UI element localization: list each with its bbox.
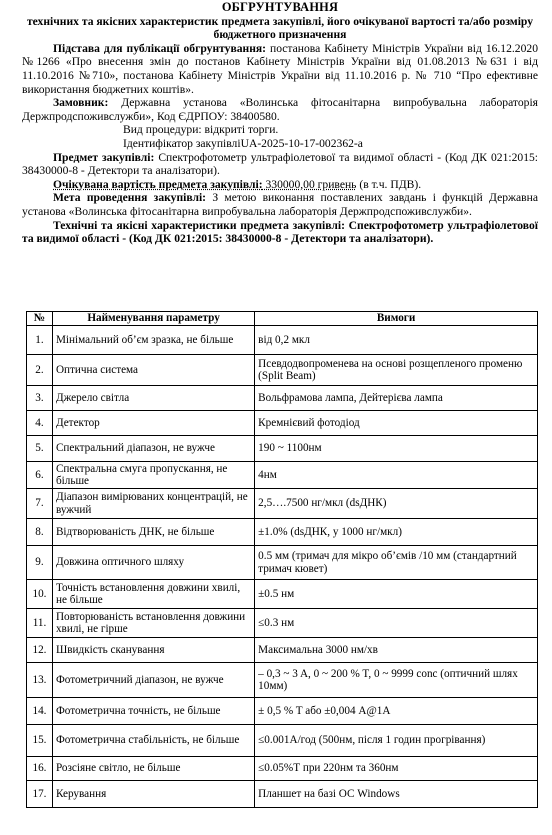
header-parameter: Найменування параметру bbox=[52, 312, 254, 326]
header-requirements: Вимоги bbox=[255, 312, 538, 326]
row-parameter: Спектральна смуга пропускання, не більше bbox=[52, 462, 254, 489]
row-number: 4. bbox=[27, 411, 53, 436]
goal-text: З метою виконання поставлених завдань і функцій Державна установа «Волинська фітосанітарна випробувальна лабораторія Держпродспоживслужби». bbox=[22, 191, 538, 218]
document-title: ОБГРУНТУВАННЯ bbox=[221, 0, 339, 14]
row-parameter: Фотометричний діапазон, не вужче bbox=[52, 663, 254, 698]
row-number: 3. bbox=[27, 386, 53, 411]
cost-tail: (в т.ч. ПДВ). bbox=[356, 177, 422, 191]
row-number: 14. bbox=[27, 698, 53, 725]
table-row bbox=[27, 781, 538, 808]
row-requirement: 0.5 мм (тримач для мікро об’ємів /10 мм (стандартний тримач кювет) bbox=[255, 546, 538, 580]
row-number: 1. bbox=[27, 326, 53, 355]
table-row bbox=[27, 580, 538, 609]
row-number: 11. bbox=[27, 609, 53, 638]
row-number: 16. bbox=[27, 757, 53, 781]
table-row bbox=[27, 386, 538, 411]
goal-paragraph bbox=[22, 191, 538, 218]
row-parameter: Оптична система bbox=[52, 355, 254, 386]
document-body bbox=[22, 0, 538, 246]
row-parameter: Діапазон вимірюваних концентрацій, не вужчий bbox=[52, 489, 254, 519]
row-number: 9. bbox=[27, 546, 53, 580]
tech-heading: Технічні та якісні характеристики предмета закупівлі: Спектрофотометр ультрафіолетової та видимої області - (Код ДК 021:2015: 38430000-8 - Детектори та аналізатори). bbox=[22, 218, 538, 246]
row-requirement: ≤0.05%Т при 220нм та 360нм bbox=[255, 757, 538, 781]
row-parameter: Відтворюваність ДНК, не більше bbox=[52, 519, 254, 546]
subject-label: Предмет закупівлі: bbox=[53, 150, 155, 164]
procedure-line: Вид процедури: відкриті торги. bbox=[123, 123, 279, 137]
row-parameter: Довжина оптичного шляху bbox=[52, 546, 254, 580]
basis-paragraph bbox=[22, 42, 538, 96]
basis-label: Підстава для публікації обгрунтування: bbox=[53, 41, 267, 55]
table-row bbox=[27, 757, 538, 781]
row-requirement: ±0.5 нм bbox=[255, 580, 538, 609]
row-parameter: Розсіяне світло, не більше bbox=[52, 757, 254, 781]
row-requirement: Максимальна 3000 нм/хв bbox=[255, 638, 538, 663]
row-parameter: Фотометрична точність, не більше bbox=[52, 698, 254, 725]
customer-paragraph bbox=[22, 96, 538, 123]
table-row bbox=[27, 411, 538, 436]
row-parameter: Джерело світла bbox=[52, 386, 254, 411]
row-requirement: ≤0.001А/год (500нм, після 1 годин прогрівання) bbox=[255, 725, 538, 757]
row-parameter: Швидкість сканування bbox=[52, 638, 254, 663]
table-row bbox=[27, 326, 538, 355]
row-parameter: Точність встановлення довжини хвилі, не більше bbox=[52, 580, 254, 609]
row-requirement: Псевдодвопроменева на основі розщепленого променю (Split Beam) bbox=[255, 355, 538, 386]
row-requirement: – 0,3 ~ 3 A, 0 ~ 200 % T, 0 ~ 9999 conc (оптичний шлях 10мм) bbox=[255, 663, 538, 698]
row-requirement: 4нм bbox=[255, 462, 538, 489]
table-row bbox=[27, 725, 538, 757]
row-number: 17. bbox=[27, 781, 53, 808]
table-row bbox=[27, 436, 538, 462]
customer-text: Державна установа «Волинська фітосанітарна випробувальна лабораторія Держпродспоживслужби», Код ЄДРПОУ: 38400580. bbox=[22, 96, 538, 123]
row-requirement: ±1.0% (dsДНК, у 1000 нг/мкл) bbox=[255, 519, 538, 546]
row-requirement: 2,5….7500 нг/мкл (dsДНК) bbox=[255, 489, 538, 519]
goal-label: Мета проведення закупівлі: bbox=[53, 191, 207, 205]
table-row bbox=[27, 663, 538, 698]
subject-text: Спектрофотометр ультрафіолетової та видимої області - (Код ДК 021:2015: 38430000-8 - Детектори та аналізатори). bbox=[22, 150, 539, 178]
cost-label: Очікувана вартість предмета закупівлі: bbox=[53, 177, 263, 191]
row-parameter: Повторюваність встановлення довжини хвилі, не гірше bbox=[52, 609, 254, 638]
table-row bbox=[27, 462, 538, 489]
row-requirement: від 0,2 мкл bbox=[255, 326, 538, 355]
row-parameter: Спектральний діапазон, не вужче bbox=[52, 436, 254, 462]
row-requirement: Вольфрамова лампа, Дейтерієва лампа bbox=[255, 386, 538, 411]
customer-label: Замовник: bbox=[53, 96, 109, 110]
row-number: 10. bbox=[27, 580, 53, 609]
table-row bbox=[27, 546, 538, 580]
table-row bbox=[27, 638, 538, 663]
cost-value: 330000,00 гривень bbox=[262, 177, 357, 191]
row-parameter: Фотометрична стабільність, не більше bbox=[52, 725, 254, 757]
table-row bbox=[27, 698, 538, 725]
row-parameter: Детектор bbox=[52, 411, 254, 436]
table-header-row bbox=[27, 312, 538, 326]
row-requirement: ≤0.3 нм bbox=[255, 609, 538, 638]
row-number: 6. bbox=[27, 462, 53, 489]
row-number: 13. bbox=[27, 663, 53, 698]
row-number: 15. bbox=[27, 725, 53, 757]
row-number: 5. bbox=[27, 436, 53, 462]
row-requirement: ± 0,5 % T або ±0,004 A@1A bbox=[255, 698, 538, 725]
row-number: 7. bbox=[27, 489, 53, 519]
header-number: № bbox=[27, 312, 53, 326]
row-requirement: Планшет на базі ОС Windows bbox=[255, 781, 538, 808]
table-row bbox=[27, 489, 538, 519]
document-subtitle: технічних та якісних характеристик предмета закупівлі, його очікуваної вартості та/або розміру бюджетного призначення bbox=[26, 14, 534, 42]
cost-paragraph bbox=[22, 178, 538, 192]
table-row bbox=[27, 355, 538, 386]
row-number: 2. bbox=[27, 355, 53, 386]
identifier-line: Ідентифікатор закупівліUA-2025-10-17-002362-а bbox=[123, 136, 363, 150]
row-number: 8. bbox=[27, 519, 53, 546]
requirements-table bbox=[26, 311, 538, 808]
row-requirement: Кремнієвий фотодіод bbox=[255, 411, 538, 436]
row-requirement: 190 ~ 1100нм bbox=[255, 436, 538, 462]
row-parameter: Керування bbox=[52, 781, 254, 808]
basis-text: постанова Кабінету Міністрів України від 16.12.2020 №1266 «Про внесення змін до постанов Кабінету Міністрів України від 01.08.2013 №631 і від 11.10.2016 №710», постанова Кабінету Міністрів України від 11.10.2016 р. № 710 “Про ефективне використання бюджетних коштів». bbox=[22, 41, 538, 96]
subject-paragraph bbox=[22, 151, 538, 178]
row-number: 12. bbox=[27, 638, 53, 663]
table-row bbox=[27, 609, 538, 638]
row-parameter: Мінімальний об’єм зразка, не більше bbox=[52, 326, 254, 355]
table-row bbox=[27, 519, 538, 546]
